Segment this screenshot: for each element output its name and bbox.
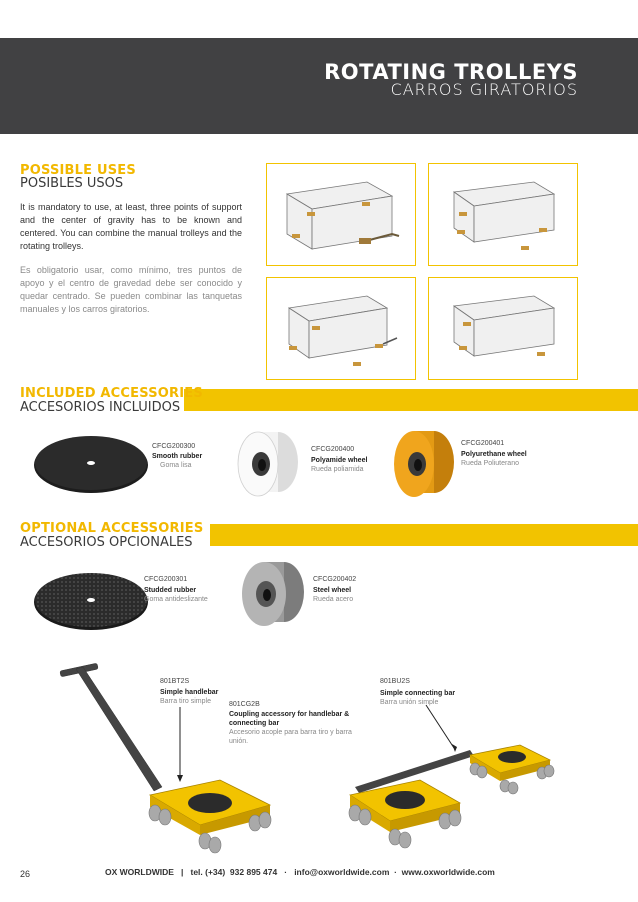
box-diagram-4 bbox=[428, 277, 578, 380]
steel-wheel-image bbox=[238, 558, 308, 630]
included-name-2: Polyamide wheel bbox=[311, 457, 368, 464]
bar-name-es-1: Barra tiro simple bbox=[160, 698, 211, 705]
included-title: INCLUDED ACCESSORIES bbox=[20, 386, 203, 401]
box-diagram-2 bbox=[428, 163, 578, 266]
polyurethane-wheel-image bbox=[392, 426, 460, 500]
included-code-3: CFCG200401 bbox=[461, 440, 505, 447]
optional-name-es-2: Rueda acero bbox=[313, 596, 354, 603]
polyamide-wheel-image bbox=[234, 428, 304, 500]
optional-name-es-1: Goma antideslizante bbox=[144, 596, 208, 603]
optional-title-es: ACCESORIOS OPCIONALES bbox=[20, 535, 193, 550]
right-trolley bbox=[470, 745, 554, 794]
box-diagram-3 bbox=[266, 277, 416, 380]
footer-contact: OX WORLDWIDE | tel. (+34) 932 895 474 · info@oxworldwide.com · www.oxworldwide.com bbox=[105, 867, 495, 877]
page-number: 26 bbox=[20, 869, 31, 879]
possible-uses-text: It is mandatory to use, at least, three points of support and the center of gravity has to be known and centered. You can combine the manual trolleys and the rotating trolleys. bbox=[20, 202, 242, 251]
bar-name-1: Simple handlebar bbox=[160, 689, 219, 696]
optional-name-1: Studded rubber bbox=[144, 587, 197, 594]
handlebar bbox=[60, 663, 162, 791]
optional-name-2: Steel wheel bbox=[313, 587, 352, 594]
page-subtitle: CARROS GIRATORIOS bbox=[390, 80, 578, 99]
bar-name-es-2-line2: unión. bbox=[229, 738, 249, 745]
optional-accent-bar bbox=[210, 524, 638, 546]
bar-name-es-2-line1: Accesorio acople para barra tiro y barra bbox=[229, 729, 352, 736]
left-trolley bbox=[149, 780, 271, 853]
bar-code-2: 801CG2B bbox=[229, 701, 260, 708]
included-name-es-2: Rueda poliamida bbox=[311, 466, 364, 473]
studded-rubber-image bbox=[32, 568, 150, 632]
bar-name-es-3: Barra unión simple bbox=[380, 699, 439, 706]
included-name-3: Polyurethane wheel bbox=[461, 451, 527, 458]
box-diagram-1 bbox=[266, 163, 416, 266]
bar-name-3: Simple connecting bar bbox=[380, 690, 456, 697]
possible-uses-title-es: POSIBLES USOS bbox=[20, 176, 124, 191]
trolley-illustration bbox=[50, 655, 560, 860]
possible-uses-title: POSSIBLE USES bbox=[20, 163, 136, 178]
included-code-2: CFCG200400 bbox=[311, 446, 355, 453]
included-name-es-3: Rueda Poliuterano bbox=[461, 460, 519, 467]
optional-code-2: CFCG200402 bbox=[313, 576, 357, 583]
optional-code-1: CFCG200301 bbox=[144, 576, 188, 583]
bar-code-1: 801BT2S bbox=[160, 678, 190, 685]
bar-name-2-line1: Coupling accessory for handlebar & bbox=[229, 711, 350, 718]
page-title: ROTATING TROLLEYS bbox=[324, 60, 578, 84]
bar-name-2-line2: connecting bar bbox=[229, 720, 280, 727]
smooth-rubber-image bbox=[32, 432, 150, 494]
optional-title: OPTIONAL ACCESSORIES bbox=[20, 521, 204, 536]
bar-code-3: 801BU2S bbox=[380, 678, 410, 685]
included-name-es-1: Goma lisa bbox=[160, 462, 192, 469]
possible-uses-text-es: Es obligatorio usar, como mínimo, tres puntos de apoyo y el centro de gravedad debe ser conocido y quedar centrado. Se pueden combinar las tanquetas manuales y los carros giratorios. bbox=[20, 265, 242, 314]
included-title-es: ACCESORIOS INCLUIDOS bbox=[20, 400, 181, 415]
included-accent-bar bbox=[184, 389, 638, 411]
included-name-1: Smooth rubber bbox=[152, 453, 203, 460]
included-code-1: CFCG200300 bbox=[152, 443, 196, 450]
